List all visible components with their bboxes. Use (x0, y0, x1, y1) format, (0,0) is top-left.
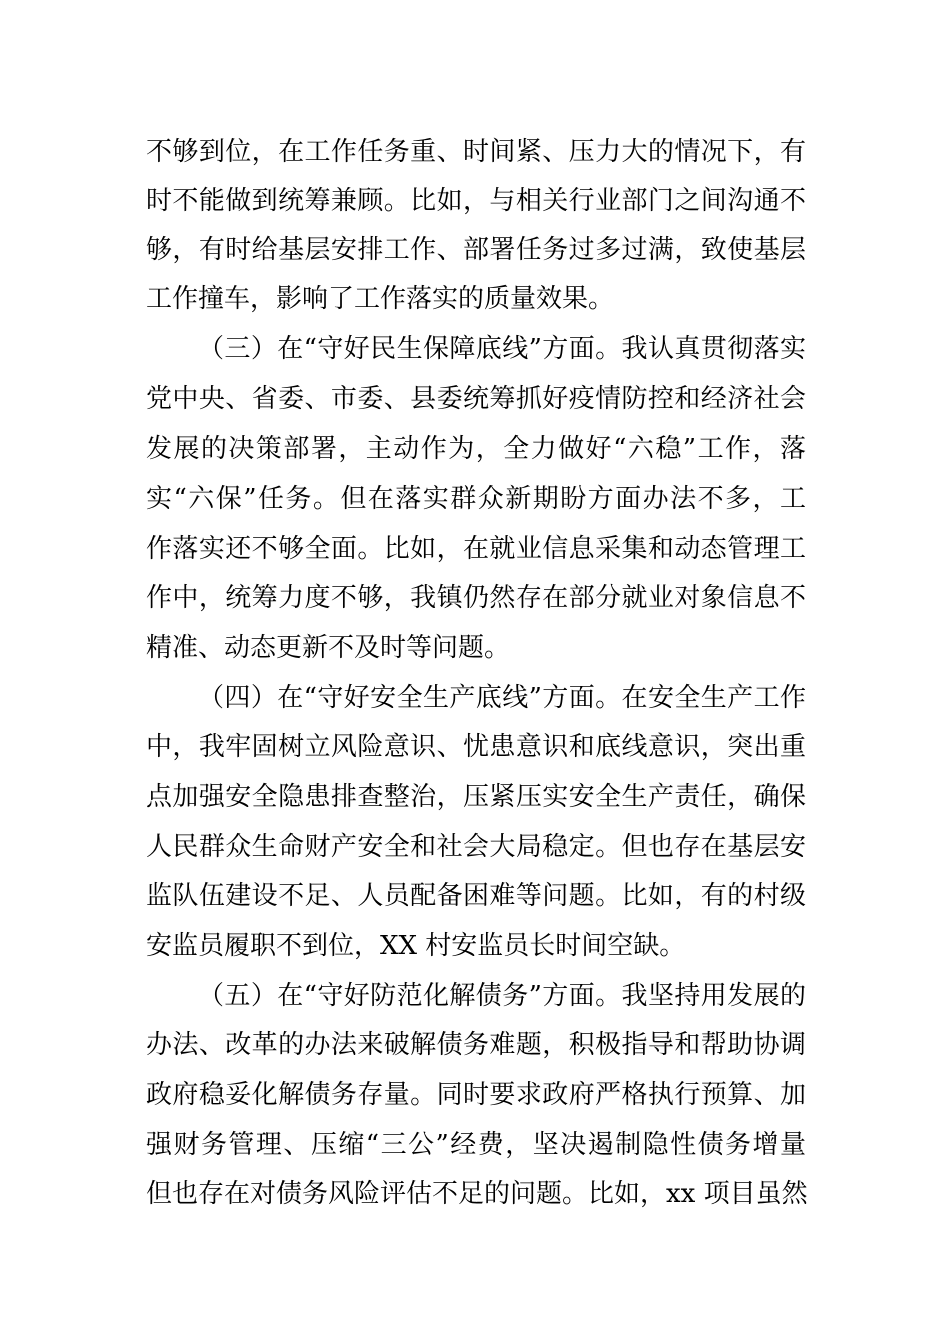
text-line: 工作撞车，影响了工作落实的质量效果。 (146, 284, 615, 314)
paragraph-heading-line: （五）在“守好防范化解债务”方面。我坚持用发展的 (198, 981, 806, 1011)
text-line: 但也存在对债务风险评估不足的问题。比如，xx 项目虽然 (146, 1179, 808, 1209)
text-line: 党中央、省委、市委、县委统筹抓好疫情防控和经济社会 (146, 384, 806, 414)
text-line: 实“六保”任务。但在落实群众新期盼方面办法不多，工 (146, 484, 806, 514)
text-line: 强财务管理、压缩“三公”经费，坚决遏制隐性债务增量 (146, 1130, 806, 1160)
text-line: 时不能做到统筹兼顾。比如，与相关行业部门之间沟通不 (146, 186, 806, 216)
text-line: 人民群众生命财产安全和社会大局稳定。但也存在基层安 (146, 832, 806, 862)
text-line: 精准、动态更新不及时等问题。 (146, 633, 511, 663)
text-line: 政府稳妥化解债务存量。同时要求政府严格执行预算、加 (146, 1080, 806, 1110)
text-line: 办法、改革的办法来破解债务难题，积极指导和帮助协调 (146, 1030, 806, 1060)
text-line: 安监员履职不到位，XX 村安监员长时间空缺。 (146, 931, 686, 961)
text-line: 作中，统筹力度不够，我镇仍然存在部分就业对象信息不 (146, 583, 806, 613)
text-line: 监队伍建设不足、人员配备困难等问题。比如，有的村级 (146, 881, 806, 911)
text-line: 中，我牢固树立风险意识、忧患意识和底线意识，突出重 (146, 732, 806, 762)
paragraph-heading-line: （三）在“守好民生保障底线”方面。我认真贯彻落实 (198, 334, 806, 364)
text-line: 不够到位，在工作任务重、时间紧、压力大的情况下，有 (146, 137, 806, 167)
text-line: 够，有时给基层安排工作、部署任务过多过满，致使基层 (146, 235, 806, 265)
text-line: 点加强安全隐患排查整治，压紧压实安全生产责任，确保 (146, 782, 806, 812)
paragraph-heading-line: （四）在“守好安全生产底线”方面。在安全生产工作 (198, 683, 806, 713)
text-line: 作落实还不够全面。比如，在就业信息采集和动态管理工 (146, 534, 806, 564)
text-line: 发展的决策部署，主动作为，全力做好“六稳”工作，落 (146, 434, 806, 464)
